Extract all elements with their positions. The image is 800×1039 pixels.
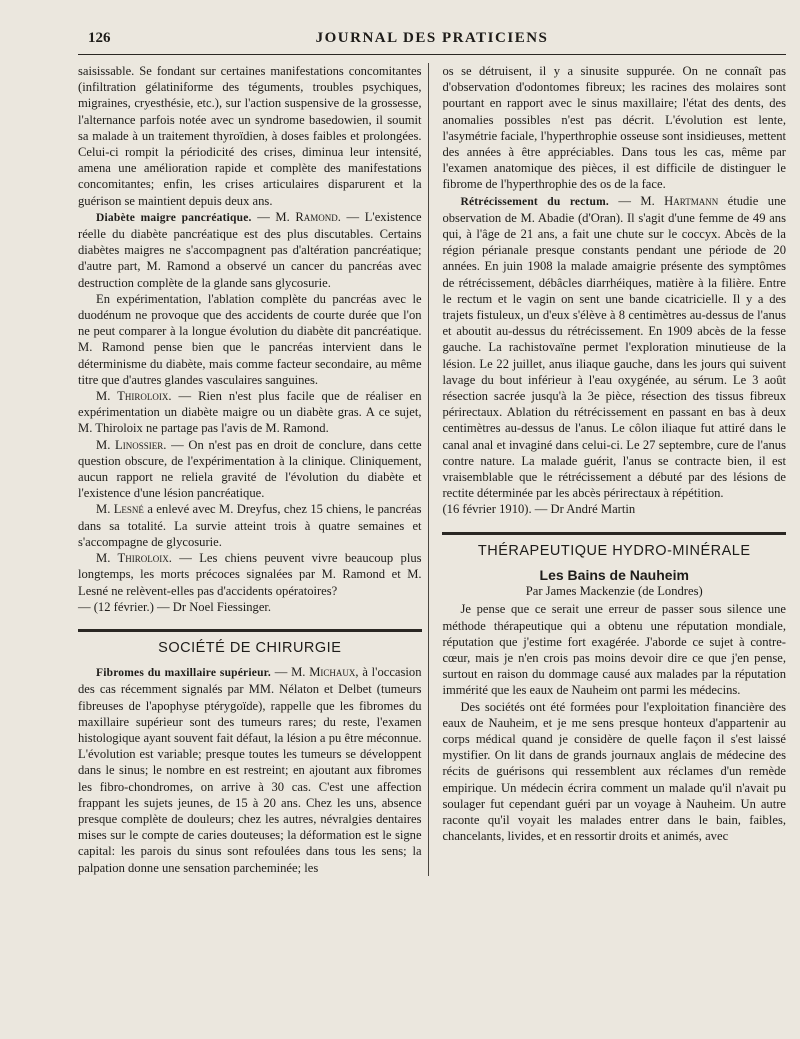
signature: (16 février 1910). — Dr André Martin xyxy=(442,502,636,517)
paragraph: Des sociétés ont été formées pour l'exploitation financière des eaux de Nauheim, et je me sens presque honteux d'appartenir au corps médical quand je considère de quelle façon il s'est laissé mystifier. On lit dans de grands journaux anglais de médecine des récits de guérisons qui ressemblent aux réclames d'un remède empirique. Un médecin écrira comment un malade qu'il n'avait pu soulager fut cependant guéri par un voyage à Nauheim. Un autre raconte qu'il voyait les malades entrer dans le bain, faibles, chancelants, livides, et en ressortir droits et animés, avec xyxy=(442,699,786,844)
page-number: 126 xyxy=(88,30,111,46)
signature: — (12 février.) — Dr Noel Fiessinger. xyxy=(78,599,272,614)
paragraph: Diabète maigre pancréatique. — M. Ramond. — L'existence réelle du diabète pancréatique est des plus discutables. Certains diabètes maigres ne s'accompagnent pas d'altération pancréatique; d'autre part, M. Ramond a observé un cancer du pancréas avec destruction complète de la glande sans glycosurie. xyxy=(78,209,422,290)
text-columns xyxy=(78,63,786,876)
section-heading: SOCIÉTÉ DE CHIRURGIE xyxy=(78,629,422,656)
paragraph-text: à l'occasion des cas récemment signalés par MM. Nélaton et Delbet (tumeurs fibreuses de l'apophyse ptérygoïde), rappelle que les fibromes du maxillaire supérieur sont des tumeurs rares; du reste, l'examen histologique ayant souvent fait défaut, la lésion a pu être méconnue. L'évolution est variable; presque toutes les tumeurs se développent dans le sinus; le nombre en est restreint; en ajoutant aux fibromes les fibro-chondromes, on arrive à 30 cas. C'est une affection frappant les sujets jeunes, de 15 à 20 ans. Chez les uns, absence presque complète de douleurs; chez les autres, névralgies dentaires mises sur le compte de caries douteuses; la déformation est le signe capital: les parois du sinus sont refoulées dans tous les sens; la palpation donne une sensation parcheminée; les xyxy=(78,665,422,875)
paragraph xyxy=(78,501,422,550)
paragraph: os se détruisent, il y a sinusite suppurée. On ne connaît pas d'observation d'odontomes fibreux; les racines des molaires sont pourtant en rapport avec le sinus maxillaire; l'état des dents, des anomalies possibles n'est pas décrit. L'évolution est lente, l'asymétrie faciale, l'hyperthrophie osseuse sont insidieuses, mettent des années à être appréciables. Dans tous les cas, même par l'examen anatomique des pièces, il est difficile de distinguer le fibrome de l'hyperthrophie des os de la face. xyxy=(442,64,786,192)
paragraph-text: a enlevé avec M. Dreyfus, chez 15 chiens, le pancréas dans sa totalité. La survie atteint trois à quatre semaines et s'accompagne de glycosurie. xyxy=(78,502,422,549)
paragraph-text: — Rien n'est plus facile que de réaliser en expérimentation un diabète maigre ou un diabète gras. A ce sujet, M. Thiroloix ne partage pas l'avis de M. Ramond. xyxy=(78,389,422,436)
rubric-title: Diabète maigre pancréatique. xyxy=(96,211,252,224)
author-name: M. Thiroloix. xyxy=(96,389,172,404)
author-name: M. Lesné xyxy=(96,502,144,517)
author-name: M. Ramond. xyxy=(275,209,341,224)
author-name: M. Thiroloix. xyxy=(96,551,172,566)
paragraph: Je pense que ce serait une erreur de passer sous silence une méthode thérapeutique qui a obtenu une réputation mondiale, réputation que j'estime fort exagérée. J'aborde ce sujet à contre-cœur, mais je n'en crois pas moins devoir dire ce que j'en pense, surtout en raison du dommage causé aux malades par la réputation immérité que les eaux de Nauheim ont parmi les médecins. xyxy=(442,602,786,698)
journal-title: JOURNAL DES PRATICIENS xyxy=(315,30,549,46)
page-header xyxy=(78,28,786,55)
rubric-title: Rétrécissement du rectum. xyxy=(460,195,609,208)
article-byline: Par James Mackenzie (de Londres) xyxy=(525,584,703,599)
paragraph-text: — L'existence réelle du diabète pancréatique est des plus discutables. Certains diabètes maigres ne s'accompagnent pas d'altération pancréatique; d'autre part, M. Ramond a observé un cancer du pancréas avec destruction complète de la glande sans glycosurie. xyxy=(78,209,422,290)
paragraph: En expérimentation, l'ablation complète du pancréas avec le duodénum ne provoque que des accidents de courte durée que l'on ne peut comparer à la longue évolution du diabète dit pancréatique. M. Ramond pense bien que le pancréas intervient dans le déterminisme du diabète, mais comme facteur secondaire, au même titre que d'autres glandes vasculaires sanguines. xyxy=(78,291,422,387)
paragraph-text: — On n'est pas en droit de conclure, dans cette question obscure, de l'expérimentation à la clinique. Cliniquement, aucun rapport ne reliela gravité de l'évolution du diabète et l'existence d'une lésion pancréatique. xyxy=(78,437,422,501)
paragraph-text: — Les chiens peuvent vivre beaucoup plus longtemps, les morts précoces signalées par M. Ramond et M. Lesné ne relèvent-elles pas d'accidents opératoires? xyxy=(78,551,422,598)
paragraph xyxy=(78,550,422,599)
article-title: Les Bains de Nauheim xyxy=(539,566,689,583)
paragraph xyxy=(78,388,422,437)
rubric-title: Fibromes du maxillaire supérieur. xyxy=(96,667,271,680)
author-name: M. Linossier. xyxy=(96,437,167,452)
right-column xyxy=(442,63,786,876)
paragraph-text: étudie une observation de M. Abadie (d'Oran). Il s'agit d'une femme de 49 ans qui, à l'âge de 21 ans, a fait une chute sur le coccyx. Abcès de la région périanale presque constants pendant une période de 20 années. En juin 1908 la malade amaigrie présente des symptômes de rétrécissement, débâcles diarrhéiques, matière à la filière. Entre le rectum et le vagin on sent une bande cicatricielle. Il y a des trajets fistuleux, un d'eux s'élève à 8 centimètres au-dessus de l'anus et aboutit au-dessus du rétrécissement. En 1909 abcès de la fesse gauche. La rachistovaïne permet l'exploration minutieuse de la lésion. Le 22 juillet, anus iliaque gauche, dans les jours qui suivent lavage du bout inférieur à l'eau oxygénée, au sérum. Le 3 août résection sacrée jusqu'à la 3e pièce, résection des tissus fibreux périrectaux. Ablation du rétrécissement en passant en bas à deux centimètres au-dessus de l'anus. Le côlon iliaque fut attiré dans le canal anal et invaginé dans celui-ci. Le 27 septembre, cure de l'anus contre nature. La malade guérit, l'anus se contracte bien, il est vraisemblable que le rétrécissement a débuté par des lésions de rectite déterminée par les abcès périrectaux à répétition. xyxy=(442,193,786,501)
paragraph xyxy=(442,193,786,502)
paragraph xyxy=(78,437,422,502)
column-divider xyxy=(428,63,443,876)
section-heading: THÉRAPEUTIQUE HYDRO-MINÉRALE xyxy=(442,532,786,559)
paragraph xyxy=(78,664,422,876)
paragraph: saisissable. Se fondant sur certaines manifestations concomitantes (infiltration gélatiniforme des téguments, troubles psychiques, migraines, cryesthésie, etc.), sur l'action suspensive de la grossesse, l'alternance parfois notée avec un syndrome basedowien, il soumit sa malade à un traitement thyroïdien, à doses faibles et prolongées. Celui-ci rompit la périodicité des crises, diminua leur intensité, amena une amélioration rapide et complète des manifestations concomitantes; enfin, les crises articulaires disparurent et la guérison se maintient depuis deux ans. xyxy=(78,64,422,208)
author-name: — M. Hartmann xyxy=(618,193,719,208)
author-name: — M. Michaux, xyxy=(274,665,359,680)
left-column xyxy=(78,63,422,876)
